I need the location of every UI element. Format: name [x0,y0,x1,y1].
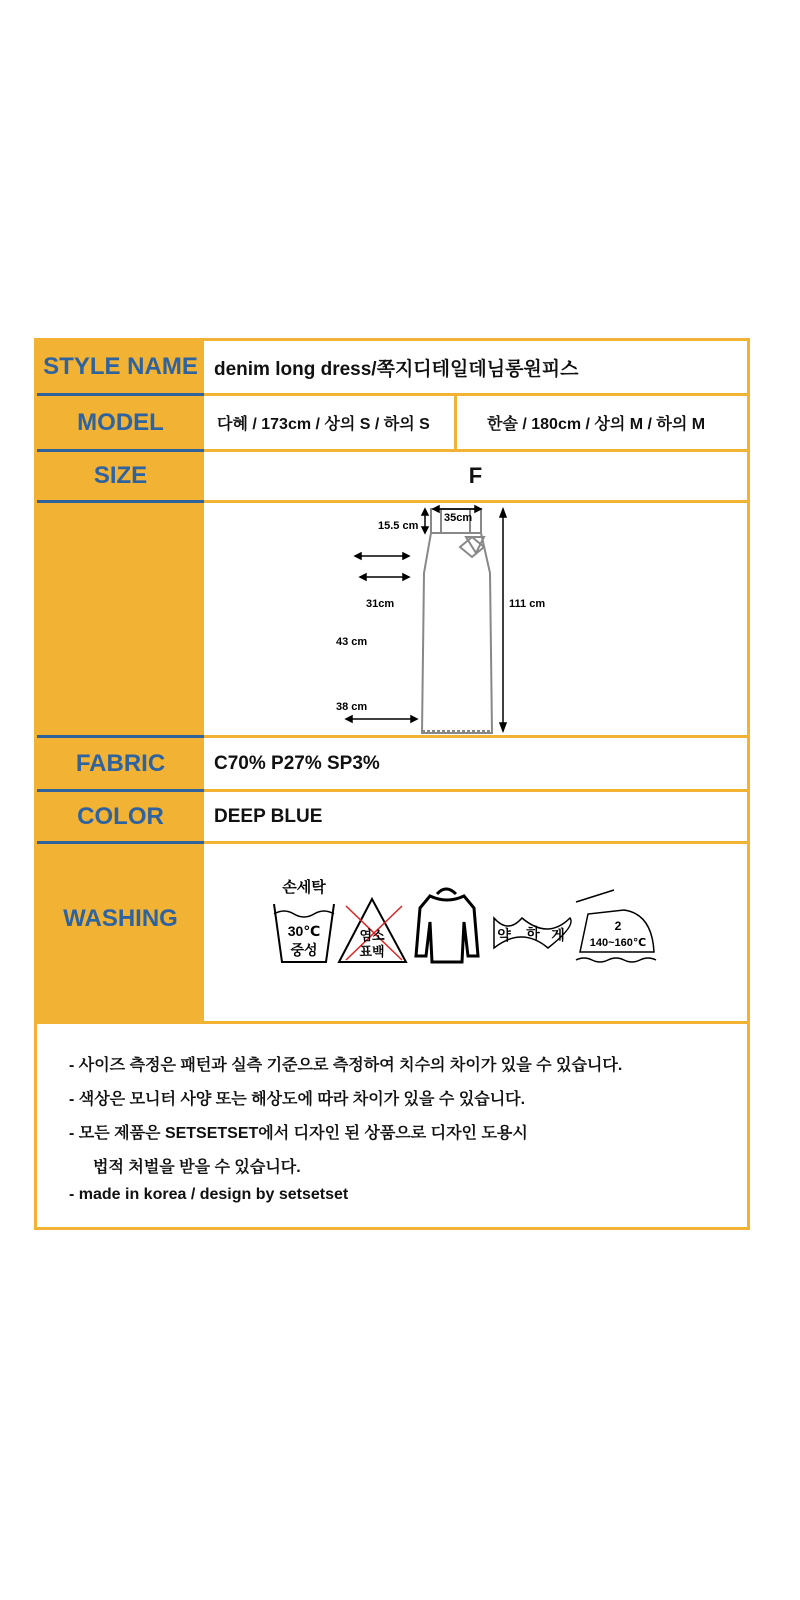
dress-illustration [422,509,492,733]
iron-icon [576,890,656,962]
washing-icons [204,844,747,1021]
color-label: COLOR [77,802,164,830]
note-size: - 사이즈 측정은 패턴과 실측 기준으로 측정하여 치수의 차이가 있을 수 있습니다. [69,1057,623,1074]
svg-text:손세탁: 손세탁 [282,879,326,896]
note-design-cont: 법적 처벌을 받을 수 있습니다. [93,1159,301,1176]
svg-text:2: 2 [614,919,622,933]
size-value: F [468,463,483,488]
svg-text:30℃: 30℃ [287,923,321,939]
note-color: - 색상은 모니터 사양 또는 해상도에 따라 차이가 있을 수 있습니다. [69,1091,526,1108]
model-1-info: 다혜 / 173cm / 상의 S / 하의 S [217,416,430,433]
note-origin: - made in korea / design by setsetset [69,1186,349,1203]
hem-label: 38 cm [336,701,368,713]
divider [37,500,204,503]
mid-width-label: 43 cm [336,636,368,648]
color-value: DEEP BLUE [214,805,323,827]
hip-label: 31cm [366,598,395,610]
model-2-info: 한솔 / 180cm / 상의 M / 하의 M [487,416,706,433]
gentle-wash-icon [494,918,571,948]
svg-text:염소: 염소 [359,928,385,943]
waist-height-label: 15.5 cm [378,520,419,532]
svg-text:하: 하 [526,925,540,941]
svg-text:140~160℃: 140~160℃ [589,937,647,949]
fabric-label: FABRIC [75,749,166,777]
size-diagram [204,503,747,735]
svg-text:중성: 중성 [290,942,318,958]
product-info-card [34,338,750,1230]
svg-text:약: 약 [497,927,511,943]
hang-dry-icon [416,889,478,962]
svg-text:표백: 표백 [359,944,385,959]
no-bleach-icon [339,899,406,962]
model-label: MODEL [77,408,164,436]
notes-section [37,1024,747,1227]
length-label: 111 cm [509,598,546,610]
style-name-label: STYLE NAME [43,353,198,380]
divider [454,396,457,449]
svg-text:게: 게 [551,927,565,943]
waist-width-label: 35cm [444,512,473,524]
washing-label: WASHING [63,905,178,932]
size-label: SIZE [93,462,148,489]
fabric-value: C70% P27% SP3% [214,752,380,774]
hand-wash-icon [274,878,334,962]
note-design: - 모든 제품은 SETSETSET에서 디자인 된 상품으로 디자인 도용시 [69,1125,528,1142]
style-name-value: denim long dress/쪽지디테일데님롱원피스 [214,358,579,380]
